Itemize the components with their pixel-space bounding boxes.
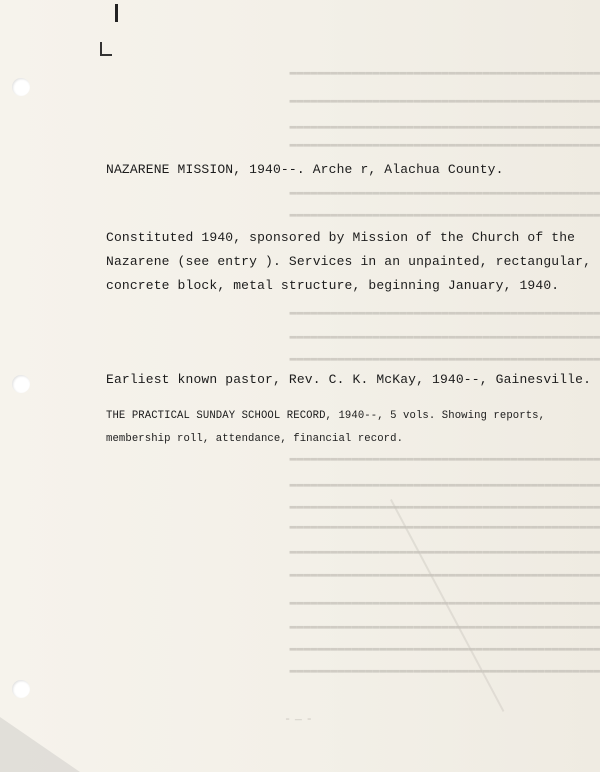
bleed-through-text: ▬▬▬▬▬▬▬▬▬▬▬▬▬▬▬▬▬▬▬▬▬▬▬▬▬▬▬▬▬▬▬▬▬▬▬▬▬▬▬▬▬▬▬▬▬: [289, 186, 600, 199]
bleed-through-text: ▬▬▬▬▬▬▬▬▬▬▬▬▬▬▬▬▬▬▬▬▬▬▬▬▬▬▬▬▬▬▬▬▬▬▬▬▬▬▬▬▬▬▬▬▬: [289, 138, 600, 151]
corner-shadow: [0, 717, 80, 772]
body-line-3: concrete block, metal structure, beginning January, 1940.: [106, 278, 560, 293]
entry-heading: NAZARENE MISSION, 1940--. Arche r, Alachua County.: [106, 162, 504, 177]
bleed-through-text: ▬▬▬▬▬▬▬▬▬▬▬▬▬▬▬▬▬▬▬▬▬▬▬▬▬▬▬▬▬▬▬▬▬▬▬▬▬▬▬▬▬▬▬▬▬: [289, 545, 600, 558]
body-line-2: Nazarene (see entry ). Services in an unpainted, rectangular,: [106, 254, 592, 269]
bleed-through-text: ▬▬▬▬▬▬▬▬▬▬▬▬▬▬▬▬▬▬▬▬▬▬▬▬▬▬▬▬▬▬▬▬▬▬▬▬▬▬▬▬▬▬▬▬▬: [289, 208, 600, 221]
bleed-through-text: ▬▬▬▬▬▬▬▬▬▬▬▬▬▬▬▬▬▬▬▬▬▬▬▬▬▬▬▬▬▬▬▬▬▬▬▬▬▬▬▬▬▬▬▬▬: [289, 596, 600, 609]
bleed-through-text: ▬▬▬▬▬▬▬▬▬▬▬▬▬▬▬▬▬▬▬▬▬▬▬▬▬▬▬▬▬▬▬▬▬▬▬▬▬▬▬▬▬▬▬▬▬: [289, 642, 600, 655]
bleed-through-text: ▬▬▬▬▬▬▬▬▬▬▬▬▬▬▬▬▬▬▬▬▬▬▬▬▬▬▬▬▬▬▬▬▬▬▬▬▬▬▬▬▬▬▬▬▬: [289, 120, 600, 133]
pastor-line: Earliest known pastor, Rev. C. K. McKay, 1940--, Gainesville.: [106, 372, 592, 387]
bleed-through-text: ▬▬▬▬▬▬▬▬▬▬▬▬▬▬▬▬▬▬▬▬▬▬▬▬▬▬▬▬▬▬▬▬▬▬▬▬▬▬▬▬▬▬▬▬▬: [289, 478, 600, 491]
record-line-1: THE PRACTICAL SUNDAY SCHOOL RECORD, 1940--, 5 vols. Showing reports,: [106, 410, 546, 422]
bleed-through-text: ▬▬▬▬▬▬▬▬▬▬▬▬▬▬▬▬▬▬▬▬▬▬▬▬▬▬▬▬▬▬▬▬▬▬▬▬▬▬▬▬▬▬▬▬▬: [289, 520, 600, 533]
bleed-through-text: ▬▬▬▬▬▬▬▬▬▬▬▬▬▬▬▬▬▬▬▬▬▬▬▬▬▬▬▬▬▬▬▬▬▬▬▬▬▬▬▬▬▬▬▬▬: [289, 500, 600, 513]
staple-mark: [115, 4, 118, 22]
bleed-through-text: ▬▬▬▬▬▬▬▬▬▬▬▬▬▬▬▬▬▬▬▬▬▬▬▬▬▬▬▬▬▬▬▬▬▬▬▬▬▬▬▬▬▬▬▬▬: [289, 66, 600, 79]
bleed-through-text: ▬▬▬▬▬▬▬▬▬▬▬▬▬▬▬▬▬▬▬▬▬▬▬▬▬▬▬▬▬▬▬▬▬▬▬▬▬▬▬▬▬▬▬▬▬: [289, 330, 600, 343]
bleed-through-text: ▬▬▬▬▬▬▬▬▬▬▬▬▬▬▬▬▬▬▬▬▬▬▬▬▬▬▬▬▬▬▬▬▬▬▬▬▬▬▬▬▬▬▬▬▬: [289, 620, 600, 633]
bleed-through-text: ▬▬▬▬▬▬▬▬▬▬▬▬▬▬▬▬▬▬▬▬▬▬▬▬▬▬▬▬▬▬▬▬▬▬▬▬▬▬▬▬▬▬▬▬▬: [289, 664, 600, 677]
punch-hole: [12, 375, 30, 393]
body-line-1: Constituted 1940, sponsored by Mission of the Church of the: [106, 230, 576, 245]
punch-hole: [12, 78, 30, 96]
bleed-through-text: ▬▬▬▬▬▬▬▬▬▬▬▬▬▬▬▬▬▬▬▬▬▬▬▬▬▬▬▬▬▬▬▬▬▬▬▬▬▬▬▬▬▬▬▬▬: [289, 352, 600, 365]
bleed-through-text: ▬▬▬▬▬▬▬▬▬▬▬▬▬▬▬▬▬▬▬▬▬▬▬▬▬▬▬▬▬▬▬▬▬▬▬▬▬▬▬▬▬▬▬▬▬: [289, 306, 600, 319]
bleed-through-text: ▬▬▬▬▬▬▬▬▬▬▬▬▬▬▬▬▬▬▬▬▬▬▬▬▬▬▬▬▬▬▬▬▬▬▬▬▬▬▬▬▬▬▬▬▬: [289, 568, 600, 581]
record-line-2: membership roll, attendance, financial record.: [106, 433, 404, 445]
punch-hole: [12, 680, 30, 698]
staple-mark: [100, 42, 112, 56]
bleed-page-number: - ̶ -: [284, 712, 313, 726]
bleed-through-text: ▬▬▬▬▬▬▬▬▬▬▬▬▬▬▬▬▬▬▬▬▬▬▬▬▬▬▬▬▬▬▬▬▬▬▬▬▬▬▬▬▬▬▬▬▬: [289, 94, 600, 107]
bleed-through-text: ▬▬▬▬▬▬▬▬▬▬▬▬▬▬▬▬▬▬▬▬▬▬▬▬▬▬▬▬▬▬▬▬▬▬▬▬▬▬▬▬▬▬▬▬▬: [289, 452, 600, 465]
